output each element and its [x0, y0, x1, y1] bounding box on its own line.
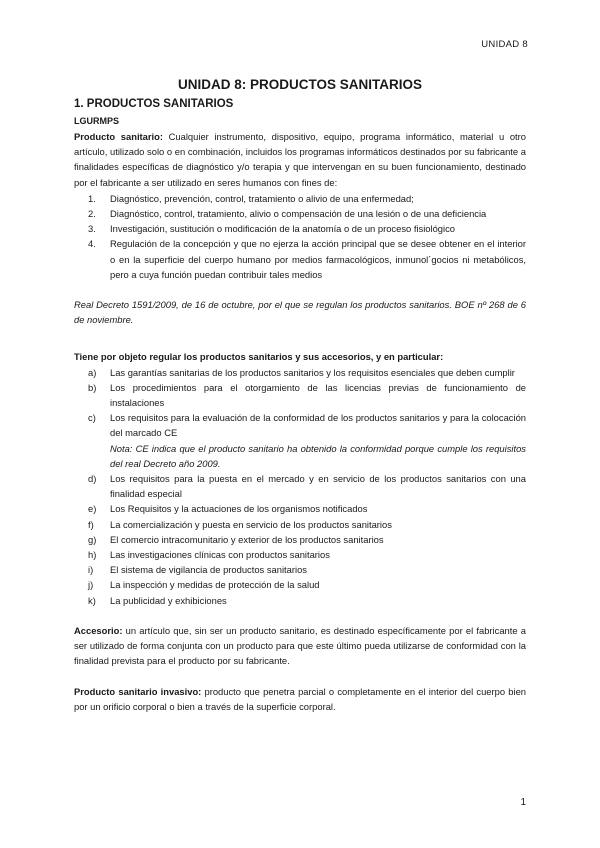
ce-note: Nota: CE indica que el producto sanitario ha obtenido la conformidad porque cumple los requisitos del real Decreto año 2009. [110, 442, 526, 469]
invasive-term: Producto sanitario invasivo: [74, 685, 202, 697]
objective-list [74, 365, 526, 608]
list-item-text: Investigación, sustitución o modificación de la anatomía o de un proceso fisiológico [110, 223, 455, 235]
accessory-term: Accesorio: [74, 624, 123, 636]
list-item [84, 236, 526, 282]
list-item-text: Las garantías sanitarias de los productos sanitarios y los requisitos esenciales que deben cumplir [110, 366, 515, 378]
definition-term: Producto sanitario: [74, 131, 163, 142]
list-marker: j) [88, 579, 94, 591]
list-marker: 4. [88, 238, 96, 250]
list-item [78, 593, 526, 608]
list-item [78, 380, 526, 410]
list-item [78, 517, 526, 532]
list-marker: e) [88, 503, 97, 515]
invasive-paragraph [74, 684, 526, 714]
list-item [78, 547, 526, 562]
accessory-paragraph [74, 623, 526, 669]
list-item [78, 471, 526, 501]
list-item [84, 221, 526, 236]
list-item-text: Los Requisitos y la actuaciones de los organismos notificados [110, 503, 368, 515]
running-header: UNIDAD 8 [481, 39, 528, 50]
law-abbreviation: LGURMPS [74, 116, 119, 126]
page-content [74, 76, 526, 714]
list-item-text: La comercialización y puesta en servicio de los productos sanitarios [110, 518, 392, 530]
list-marker: 3. [88, 223, 96, 235]
list-item [78, 562, 526, 577]
list-item-text: La publicidad y exhibiciones [110, 594, 227, 606]
list-item-text: Los procedimientos para el otorgamiento de las licencias previas de funcionamiento de instalaciones [110, 381, 526, 409]
list-item [78, 577, 526, 592]
list-item [78, 501, 526, 516]
list-item [84, 206, 526, 221]
list-item-text: La inspección y medidas de protección de la salud [110, 579, 320, 591]
list-item-text: Los requisitos para la evaluación de la conformidad de los productos sanitarios y para la colocación del marcado CE [110, 412, 526, 439]
list-marker: h) [88, 549, 97, 561]
list-item-text: Las investigaciones clínicas con productos sanitarios [110, 549, 330, 561]
list-item-text: Los requisitos para la puesta en el mercado y en servicio de los productos sanitarios con una finalidad especial [110, 473, 526, 500]
list-marker: d) [88, 473, 97, 485]
list-item [78, 532, 526, 547]
definition-text: Cualquier instrumento, dispositivo, equipo, programa informático, material u otro artículo, utilizado solo o en combinación, incluidos los programas informáticos destinados por su fabricante a finalidades específicas de diagnóstico y/o terapia y que intervengan en su buen funcionamiento, destinado por el fabricante a ser utilizado en seres humanos con fines de: [74, 131, 526, 188]
list-item-text: El comercio intracomunitario y exterior de los productos sanitarios [110, 533, 384, 545]
list-marker: f) [88, 518, 94, 530]
definition-purposes-list [74, 191, 526, 282]
list-item-text: Regulación de la concepción y que no ejerza la acción principal que se desee obtener en el interior o en la superficie del cuerpo humano por medios farmacológicos, inmunol´gocios ni metabólicos, pero a cuya función puedan contribuir tales medios [110, 238, 526, 280]
list-marker: b) [88, 381, 97, 393]
list-marker: 2. [88, 208, 96, 220]
unit-title: UNIDAD 8: PRODUCTOS SANITARIOS [177, 77, 422, 92]
definition-paragraph [74, 129, 526, 190]
list-item [78, 410, 526, 471]
list-marker: i) [88, 564, 94, 576]
accessory-text: un artículo que, sin ser un producto sanitario, es destinado específicamente por el fabricante a ser utilizado de forma conjunta con un producto para que este último pueda utilizarse de conformidad con la finalidad prevista para el producto por su fabricante. [74, 624, 526, 667]
list-item-text: El sistema de vigilancia de productos sanitarios [110, 564, 307, 576]
list-item [78, 365, 526, 380]
decree-reference: Real Decreto 1591/2009, de 16 de octubre, por el que se regulan los productos sanitarios. BOE nº 268 de 6 de noviembre. [74, 299, 526, 326]
list-marker: g) [88, 533, 97, 545]
list-item [84, 191, 526, 206]
list-marker: 1. [88, 192, 96, 204]
list-marker: a) [88, 366, 97, 378]
list-marker: c) [88, 412, 96, 424]
page-number: 1 [520, 797, 526, 808]
list-item-text: Diagnóstico, control, tratamiento, alivio o compensación de una lesión o de una deficiencia [110, 208, 487, 220]
list-item-text: Diagnóstico, prevención, control, tratamiento o alivio de una enfermedad; [110, 192, 414, 204]
invasive-text: producto que penetra parcial o completamente en el interior del cuerpo bien por un orificio corporal o bien a través de la superficie corporal. [74, 685, 526, 712]
objective-intro: Tiene por objeto regular los productos sanitarios y sus accesorios, y en particular: [74, 351, 444, 363]
list-marker: k) [88, 594, 96, 606]
section-heading: 1. PRODUCTOS SANITARIOS [74, 98, 234, 110]
